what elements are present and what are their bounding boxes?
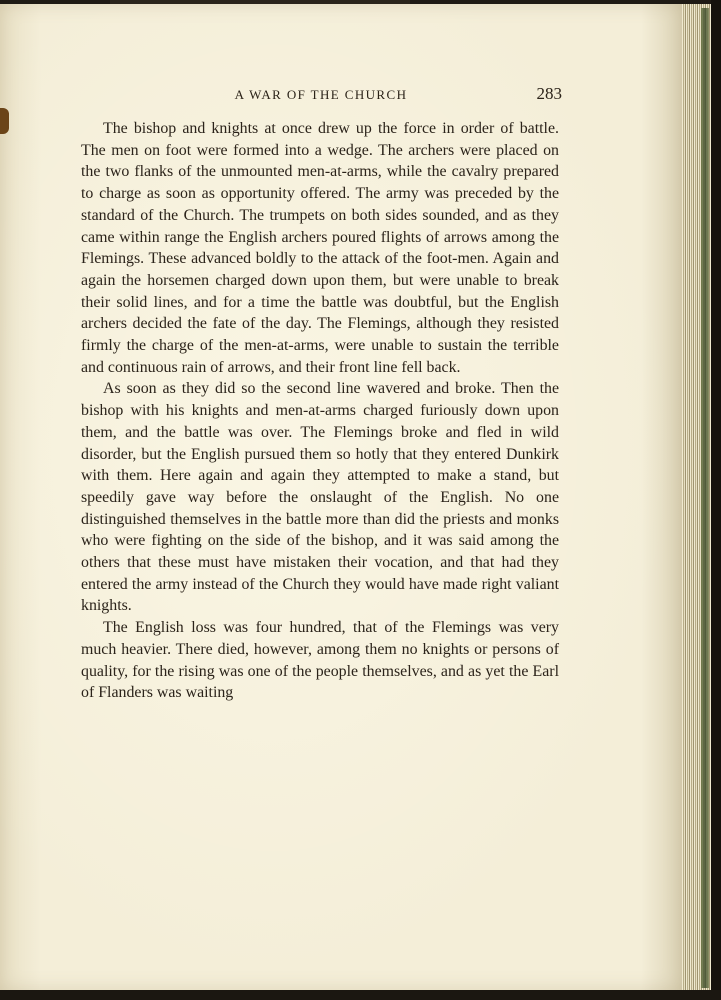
page-header (80, 84, 562, 108)
binding-mark (0, 108, 9, 134)
top-edge-shadow (110, 0, 410, 4)
scan-border (711, 0, 721, 1000)
paragraph-1: The bishop and knights at once drew up the force in order of battle. The men on foot were formed into a wedge. The archers were placed on the two flanks of the unmounted men-at-arms, while the cavalry prepared to charge as soon as opportunity offered. The army was preceded by the standard of the Church. The trumpets on both sides sounded, and as they came within range the English archers poured flights of arrows among the Flemings. These advanced boldly to the attack of the foot-men. Again and again the horsemen charged down upon them, but were unable to break their solid lines, and for a time the battle was doubtful, but the English archers decided the fate of the day. The Flemings, although they resisted firmly the charge of the men-at-arms, were unable to sustain the terrible and continuous rain of arrows, and their front line fell back. (81, 120, 559, 376)
paragraph-2: As soon as they did so the second line wavered and broke. Then the bishop with his knights and men-at-arms charged furiously down upon them, and the battle was over. The Flemings broke and fled in wild disorder, but the English pursued them so hotly that they entered Dunkirk with them. Here again and again they attempted to make a stand, but speedily gave way before the onslaught of the English. No one distinguished themselves in the battle more than did the priests and monks who were fighting on the side of the bishop, and it was said among the others that these must have mistaken their vocation, and that had they entered the army instead of the Church they would have made right valiant knights. (81, 380, 559, 615)
paragraph-3: The English loss was four hundred, that of the Flemings was very much heavier. There died, however, among them no knights or persons of quality, for the rising was one of the people themselves, and as yet the Earl of Flanders was waiting (81, 619, 559, 702)
running-head: A WAR OF THE CHURCH (234, 87, 408, 102)
body-text (81, 118, 559, 704)
bottom-edge-shadow (0, 990, 721, 1000)
page-number: 283 (536, 84, 562, 103)
page-edge-stain (701, 8, 709, 988)
